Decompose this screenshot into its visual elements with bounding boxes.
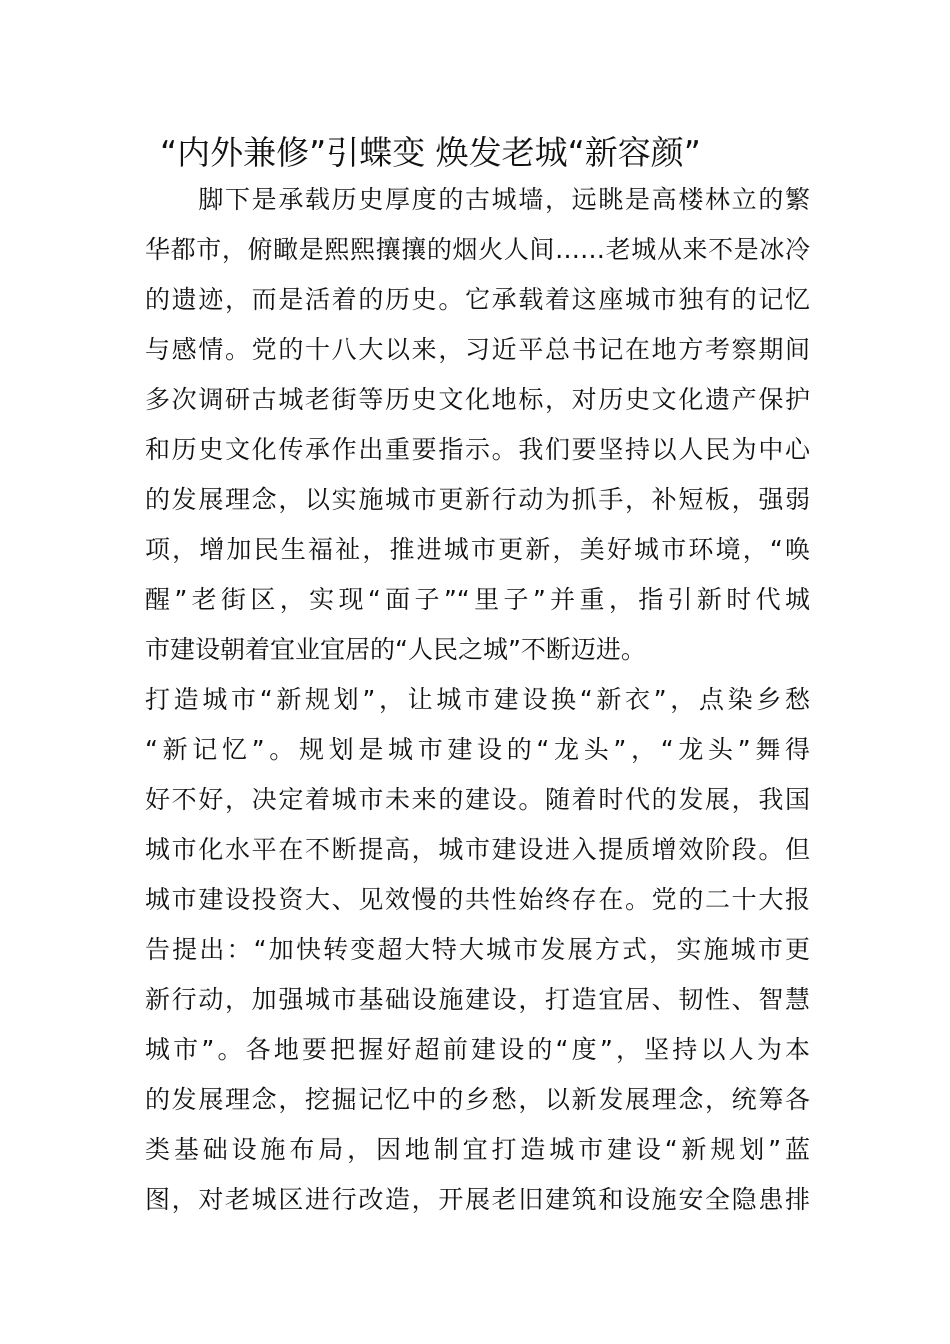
- paragraph-2-line-9: 的发展理念，挖掘记忆中的乡愁，以新发展理念，统筹各: [145, 1085, 810, 1114]
- paragraph-2-line-11: 图，对老城区进行改造，开展老旧建筑和设施安全隐患排: [145, 1185, 810, 1214]
- paragraph-2-line-5: 城市建设投资大、见效慢的共性始终存在。党的二十大报: [145, 885, 810, 914]
- paragraph-2-line-3: 好不好，决定着城市未来的建设。随着时代的发展，我国: [145, 785, 810, 814]
- paragraph-2-line-8: 城市”。各地要把握好超前建设的“度”，坚持以人为本: [145, 1035, 810, 1064]
- paragraph-2-line-10: 类基础设施布局，因地制宜打造城市建设“新规划”蓝: [145, 1135, 810, 1164]
- paragraph-2-line-2: “新记忆”。规划是城市建设的“龙头”，“龙头”舞得: [145, 735, 810, 764]
- document-title: “内外兼修”引蝶变 焕发老城“新容颜”: [160, 133, 701, 172]
- paragraph-1-line-1: 脚下是承载历史厚度的古城墙，远眺是高楼林立的繁: [145, 185, 810, 214]
- paragraph-1-line-5: 多次调研古城老街等历史文化地标，对历史文化遗产保护: [145, 385, 810, 414]
- paragraph-1-line-4: 与感情。党的十八大以来，习近平总书记在地方考察期间: [145, 335, 810, 364]
- paragraph-1-line-7: 的发展理念，以实施城市更新行动为抓手，补短板，强弱: [145, 485, 810, 514]
- paragraph-1-line-9: 醒”老街区，实现“面子”“里子”并重，指引新时代城: [145, 585, 810, 614]
- paragraph-1-line-10: 市建设朝着宜业宜居的“人民之城”不断迈进。: [145, 635, 646, 664]
- paragraph-2-line-4: 城市化水平在不断提高，城市建设进入提质增效阶段。但: [145, 835, 810, 864]
- paragraph-1-line-8: 项，增加民生福祉，推进城市更新，美好城市环境，“唤: [145, 535, 810, 564]
- paragraph-2-line-6: 告提出：“加快转变超大特大城市发展方式，实施城市更: [145, 935, 810, 964]
- paragraph-1-line-3: 的遗迹，而是活着的历史。它承载着这座城市独有的记忆: [145, 285, 810, 314]
- paragraph-1-line-6: 和历史文化传承作出重要指示。我们要坚持以人民为中心: [145, 435, 810, 464]
- paragraph-2-line-7: 新行动，加强城市基础设施建设，打造宜居、韧性、智慧: [145, 985, 810, 1014]
- paragraph-1-line-2: 华都市，俯瞰是熙熙攘攘的烟火人间……老城从来不是冰冷: [145, 235, 810, 264]
- paragraph-2-line-1: 打造城市“新规划”，让城市建设换“新衣”，点染乡愁: [145, 685, 810, 714]
